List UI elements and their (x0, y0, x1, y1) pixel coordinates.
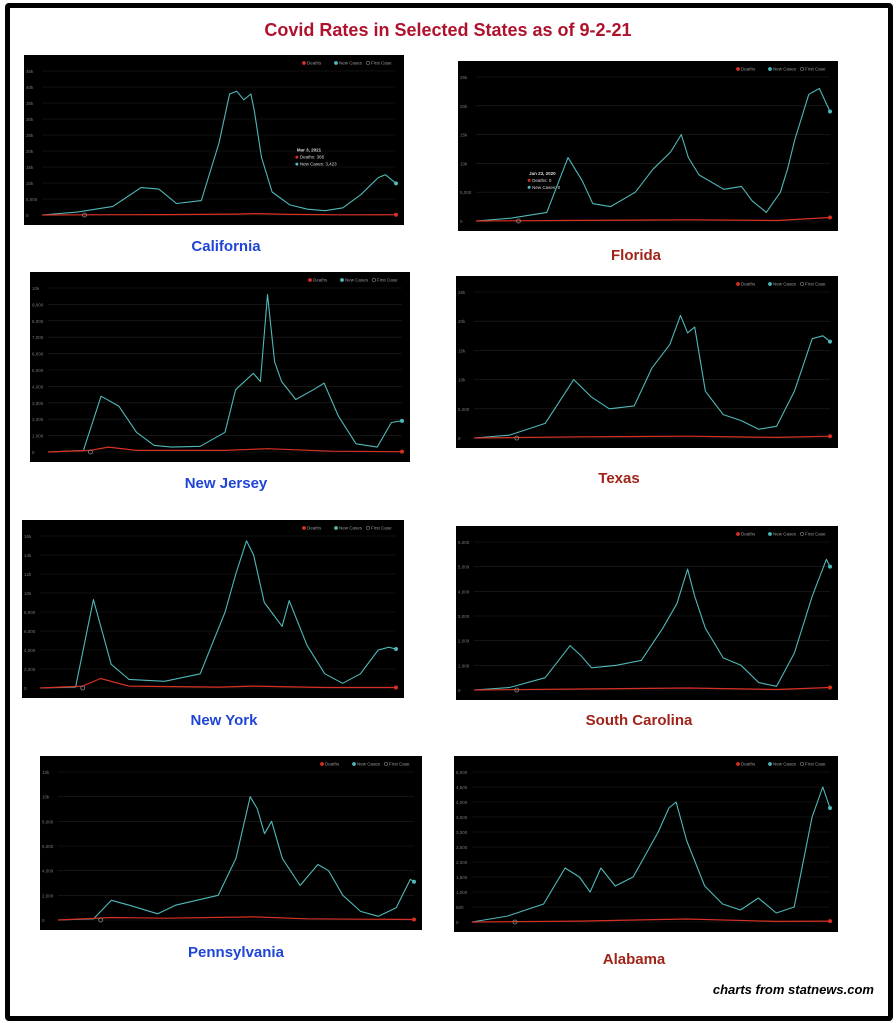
legend-marker (334, 61, 337, 64)
tooltip-line: New Cases: 3,423 (299, 161, 337, 167)
deaths-line (476, 218, 830, 222)
y-tick-label: 20k (26, 149, 34, 154)
deaths-end-point (828, 686, 832, 690)
y-tick-label: 0 (24, 686, 27, 691)
tooltip-marker (295, 156, 298, 159)
deaths-line (474, 688, 830, 691)
y-tick-label: 35k (26, 101, 34, 106)
y-tick-label: 7,000 (32, 335, 44, 341)
legend-marker (800, 762, 803, 765)
tooltip-marker (295, 163, 298, 166)
legend-label: New Cases (773, 761, 797, 767)
y-tick-label: 5,000 (26, 197, 38, 202)
chart-alabama (454, 756, 838, 932)
y-tick-label: 1,000 (458, 663, 470, 669)
y-tick-label: 1,000 (456, 890, 468, 895)
deaths-line (42, 214, 396, 215)
chart-svg (454, 756, 838, 932)
y-tick-label: 15k (458, 348, 466, 354)
label-south-carolina: South Carolina (585, 712, 693, 729)
y-tick-label: 500 (456, 905, 464, 910)
legend-label: New Cases (339, 525, 363, 531)
legend-marker (736, 282, 739, 285)
legend-marker (736, 67, 739, 70)
legend-label: First Case (371, 60, 392, 66)
y-tick-label: 8,000 (32, 318, 44, 324)
chart-south-carolina (456, 526, 838, 700)
new-cases-line (474, 559, 830, 690)
legend-marker (800, 67, 803, 70)
y-tick-label: 0 (26, 213, 29, 218)
y-tick-label: 0 (458, 688, 461, 693)
label-new-york: New York (190, 712, 258, 729)
label-texas: Texas (598, 470, 640, 487)
y-tick-label: 3,500 (456, 815, 468, 820)
legend-label: Deaths (741, 531, 756, 537)
legend-marker (768, 282, 771, 285)
cases-end-point (394, 181, 398, 185)
chart-svg (22, 520, 404, 698)
legend-marker (334, 526, 337, 529)
y-tick-label: 10k (32, 286, 40, 291)
y-tick-label: 3,000 (456, 830, 468, 835)
legend-marker (736, 762, 739, 765)
y-tick-label: 5,000 (460, 190, 472, 196)
cases-end-point (828, 110, 832, 114)
y-tick-label: 25k (458, 290, 466, 295)
new-cases-line (48, 295, 402, 452)
tooltip-line: Deaths: 366 (299, 154, 325, 160)
legend-marker (308, 278, 311, 281)
legend-label: New Cases (773, 531, 797, 537)
legend-marker (768, 67, 771, 70)
legend-marker (340, 278, 343, 281)
legend-marker (366, 61, 369, 64)
deaths-line (472, 919, 830, 922)
deaths-end-point (828, 216, 832, 220)
legend-label: First Case (805, 281, 826, 287)
y-tick-label: 0 (460, 219, 463, 224)
y-tick-label: 1,000 (32, 433, 44, 439)
chart-svg (456, 276, 838, 448)
chart-new-jersey (30, 272, 410, 462)
legend-label: New Cases (357, 761, 381, 767)
y-tick-label: 45k (26, 69, 34, 74)
y-tick-label: 10k (460, 161, 468, 167)
y-tick-label: 25k (26, 133, 34, 138)
chart-new-york (22, 520, 404, 698)
y-tick-label: 5,000 (456, 770, 468, 775)
label-florida: Florida (610, 247, 661, 264)
cases-end-point (828, 806, 832, 810)
deaths-end-point (394, 686, 398, 690)
y-tick-label: 0 (456, 920, 459, 925)
y-tick-label: 16k (24, 534, 32, 539)
legend-marker (302, 61, 305, 64)
y-tick-label: 2,000 (456, 860, 468, 865)
deaths-end-point (394, 213, 398, 217)
deaths-end-point (412, 918, 416, 922)
y-tick-label: 15k (26, 165, 34, 170)
y-tick-label: 6,000 (24, 629, 36, 634)
y-tick-label: 40k (26, 85, 34, 90)
y-tick-label: 8,000 (42, 819, 54, 825)
chart-california (24, 55, 404, 225)
y-tick-label: 2,000 (24, 667, 36, 672)
chart-svg (40, 756, 422, 930)
y-tick-label: 0 (32, 450, 35, 455)
y-tick-label: 6,000 (42, 844, 54, 849)
y-tick-label: 20k (458, 319, 466, 325)
legend-marker (384, 762, 387, 765)
y-tick-label: 14k (24, 553, 32, 558)
y-tick-label: 30k (26, 117, 34, 122)
legend-marker (800, 282, 803, 285)
deaths-end-point (828, 919, 832, 923)
y-tick-label: 6,000 (458, 540, 470, 545)
chart-pennsylvania (40, 756, 422, 930)
legend-marker (768, 532, 771, 535)
legend-marker (768, 762, 771, 765)
legend-marker (302, 526, 305, 529)
y-tick-label: 4,000 (458, 589, 470, 595)
legend-label: Deaths (325, 761, 340, 767)
y-tick-label: 1,500 (456, 875, 468, 880)
cases-end-point (394, 647, 398, 651)
new-cases-line (58, 797, 414, 920)
legend-label: New Cases (339, 60, 363, 66)
y-tick-label: 15k (460, 132, 468, 138)
y-tick-label: 6,000 (32, 351, 44, 357)
y-tick-label: 8,000 (24, 610, 36, 615)
legend-label: New Cases (773, 281, 797, 287)
y-tick-label: 4,500 (456, 785, 468, 790)
tooltip-marker (528, 186, 531, 189)
chart-florida (458, 61, 838, 231)
legend-label: First Case (377, 277, 398, 283)
new-cases-line (476, 89, 830, 222)
legend-label: First Case (805, 761, 826, 767)
new-cases-line (472, 787, 830, 922)
legend-marker (736, 532, 739, 535)
y-tick-label: 9,000 (32, 302, 44, 308)
label-alabama: Alabama (602, 951, 666, 968)
page-title: Covid Rates in Selected States as of 9-2-21 (264, 20, 632, 40)
y-tick-label: 2,000 (32, 417, 44, 423)
y-tick-label: 10k (24, 591, 32, 596)
new-cases-line (474, 315, 830, 438)
y-tick-label: 2,000 (458, 638, 470, 644)
legend-label: New Cases (345, 277, 369, 283)
y-tick-label: 2,500 (456, 845, 468, 850)
deaths-end-point (828, 434, 832, 438)
y-tick-label: 3,000 (458, 614, 470, 619)
chart-texas (456, 276, 838, 448)
legend-label: First Case (389, 761, 410, 767)
tooltip-line: Deaths: 0 (532, 177, 552, 183)
label-pennsylvania: Pennsylvania (188, 944, 284, 961)
y-tick-label: 12k (42, 770, 50, 775)
legend-marker (320, 762, 323, 765)
legend-label: Deaths (741, 281, 756, 287)
legend-label: New Cases (773, 66, 797, 72)
label-new-jersey: New Jersey (184, 475, 268, 492)
source-credit: charts from statnews.com (712, 982, 874, 997)
y-tick-label: 4,000 (24, 648, 36, 653)
legend-label: Deaths (307, 525, 322, 531)
legend-label: Deaths (313, 277, 328, 283)
deaths-end-point (400, 450, 404, 454)
chart-svg (458, 61, 838, 231)
legend-marker (800, 532, 803, 535)
cases-end-point (400, 419, 404, 423)
legend-label: Deaths (307, 60, 322, 66)
y-tick-label: 4,000 (456, 800, 468, 805)
chart-svg (456, 526, 838, 700)
tooltip-line: Mar 3, 2021 (296, 147, 322, 153)
legend-label: First Case (805, 66, 826, 72)
y-tick-label: 10k (26, 181, 34, 186)
y-tick-label: 5,000 (32, 368, 44, 373)
y-tick-label: 5,000 (458, 564, 470, 570)
chart-svg (30, 272, 410, 462)
y-tick-label: 5,000 (458, 406, 470, 412)
cases-end-point (828, 565, 832, 569)
chart-svg (24, 55, 404, 225)
y-tick-label: 4,000 (42, 868, 54, 874)
tooltip-line: Jan 23, 2020 (529, 170, 556, 176)
legend-marker (366, 526, 369, 529)
deaths-line (58, 917, 414, 920)
new-cases-line (40, 541, 396, 688)
tooltip-line: New Cases: 0 (532, 184, 561, 190)
legend-marker (352, 762, 355, 765)
legend-marker (372, 278, 375, 281)
cases-end-point (828, 340, 832, 344)
y-tick-label: 10k (458, 377, 466, 383)
legend-label: First Case (805, 531, 826, 537)
tooltip-marker (528, 179, 531, 182)
label-california: California (191, 238, 261, 255)
cases-end-point (412, 880, 416, 884)
y-tick-label: 0 (42, 918, 45, 923)
legend-label: Deaths (741, 66, 756, 72)
y-tick-label: 12k (24, 572, 32, 577)
y-tick-label: 4,000 (32, 384, 44, 390)
y-tick-label: 2,000 (42, 893, 54, 899)
legend-label: First Case (371, 525, 392, 531)
y-tick-label: 3,000 (32, 400, 44, 406)
y-tick-label: 20k (460, 103, 468, 109)
deaths-line (48, 447, 402, 452)
y-tick-label: 25k (460, 75, 468, 80)
y-tick-label: 10k (42, 794, 50, 800)
new-cases-line (42, 91, 396, 215)
y-tick-label: 0 (458, 436, 461, 441)
legend-label: Deaths (741, 761, 756, 767)
